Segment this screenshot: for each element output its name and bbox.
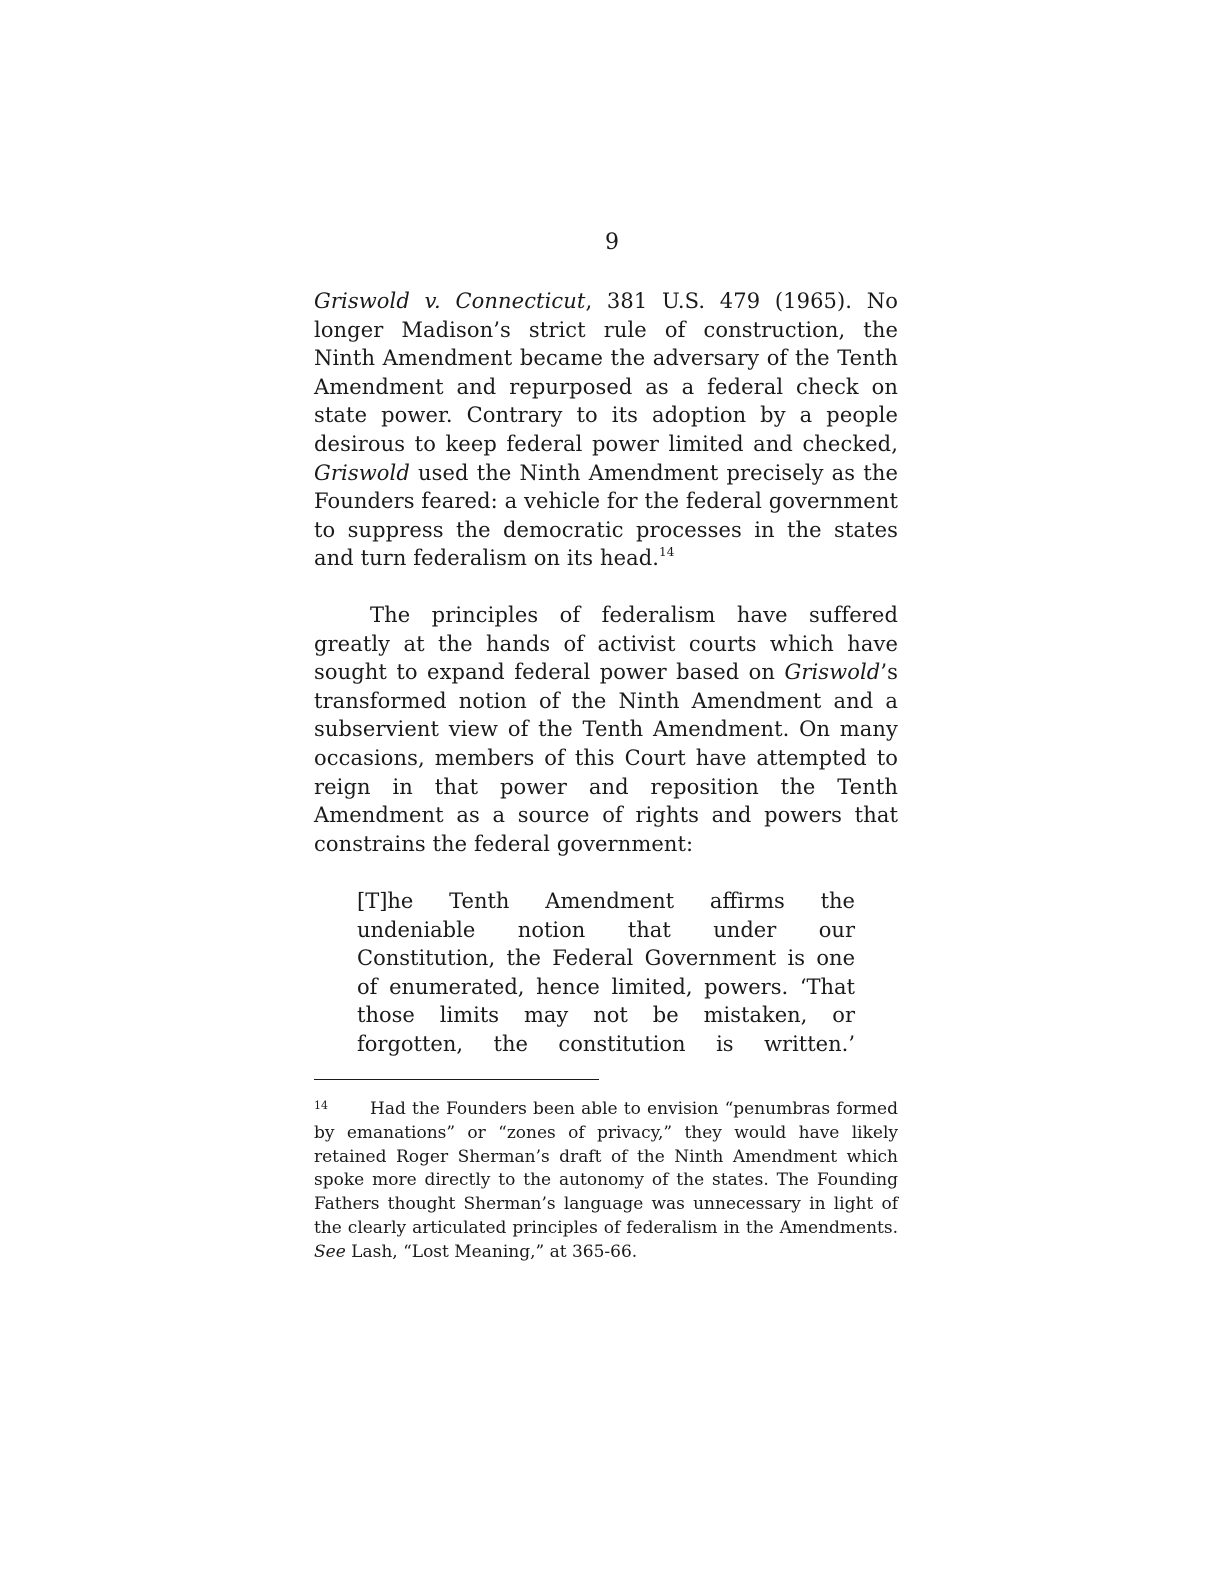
footnote-text: Lash, “Lost Meaning,” at 365-66. [345, 1241, 638, 1262]
footnote [314, 1094, 898, 1265]
footnote-separator [314, 1079, 599, 1080]
paragraph-text: used the Ninth Amendment precisely as the Founders feared: a vehicle for the federal government to suppress the democratic processes in the states and turn federalism on its head. [314, 460, 898, 571]
paragraph-federalism [314, 601, 898, 858]
case-short-name: Griswold [784, 660, 881, 685]
case-short-name: Griswold [314, 460, 410, 485]
paragraph-text: ’s transformed notion of the Ninth Amendment and a subservient view of the Tenth Amendment. On many occasions, members of this Court have attempted to reign in that power and reposition the Tenth Amendment as a source of rights and powers that constrains the federal government: [314, 660, 898, 856]
block-quote: [T]he Tenth Amendment affirms the undeniable notion that under our Constitution, the Federal Government is one of enumerated, hence limited, powers. ‘That those limits may not be mistaken, or forgotten, the constitution is written.’ [357, 889, 855, 1056]
page-number: 9 [605, 230, 619, 255]
paragraph-griswold [314, 287, 898, 573]
paragraph-text: The principles of federalism have suffered greatly at the hands of activist courts which have sought to expand federal power based on [314, 603, 898, 685]
signal-see: See [314, 1241, 346, 1262]
case-name: Griswold v. Connecticut [314, 289, 586, 313]
footnote-text: Had the Founders been able to envision “penumbras formed by emanations” or “zones of privacy,” they would have likely retained Roger Sherman’s draft of the Ninth Amendment which spoke more directly to the autonomy of the states. The Founding Fathers thought Sherman’s language was unnecessary in light of the clearly articulated principles of federalism in the Amendments. [314, 1099, 898, 1238]
footnote-reference[interactable]: 14 [659, 545, 675, 560]
paragraph-text: , 381 U.S. 479 (1965). No longer Madison’s strict rule of construction, the Ninth Amendment became the adversary of the Tenth Amendment and repurposed as a federal check on state power. Contrary to its adoption by a people desirous to keep federal power limited and checked, [314, 289, 898, 456]
footnote-number: 14 [314, 1099, 328, 1112]
